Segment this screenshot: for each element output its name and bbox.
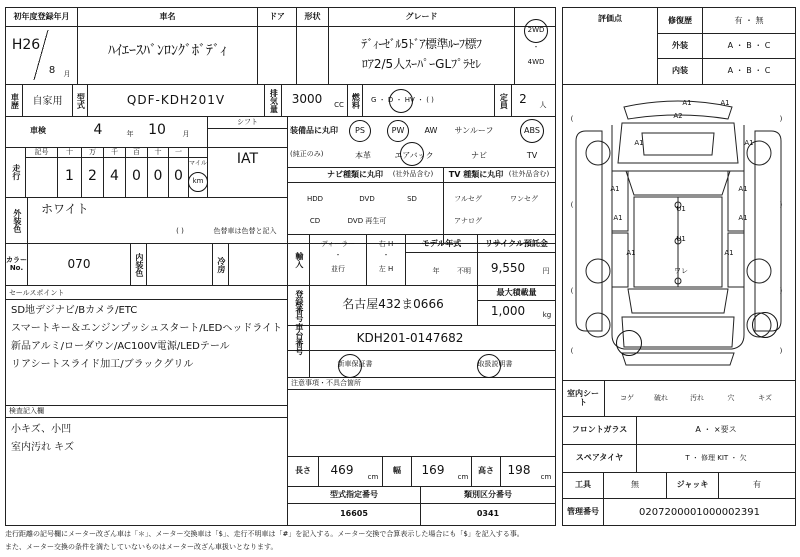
mileage-km-circle (188, 172, 208, 192)
jack-label: ジャッキ (676, 480, 709, 490)
registration-value: 名古屋432ま0666 (342, 297, 444, 312)
tools-value: 無 (631, 480, 639, 490)
equipment-label: 装備品に丸印 (290, 125, 338, 135)
mileage-digit: 1 (65, 168, 74, 185)
diagram-label: A1 (738, 214, 748, 222)
repair-label: 修復歴 (668, 16, 692, 26)
diagram-bracket: ( (570, 201, 574, 209)
equipment-aw: AW (424, 125, 438, 135)
inspector-line: 室内汚れ キズ (11, 441, 74, 453)
shift-value: IAT (236, 151, 259, 168)
equipment-navi: ナビ (471, 150, 487, 160)
diagram-label: U1 (676, 235, 686, 243)
displacement-value: 3000 (291, 92, 323, 107)
recycle-value: 9,550 (490, 261, 526, 276)
height-label: 高さ (478, 466, 494, 476)
diagram-bracket: ) (779, 287, 783, 295)
model-value: QDF-KDH201V (126, 93, 226, 108)
sales-line: 新品アルミ/ローダウン/AC100V電源/LEDテール (11, 340, 230, 352)
diagram-bracket: ) (779, 347, 783, 355)
category-label: 類別区分番号 (464, 489, 512, 499)
sales-line: SD地デジナビ/Bカメラ/ETC (11, 304, 138, 316)
height-value: 198 (507, 463, 531, 478)
navi-hdd: HDD (306, 195, 324, 204)
height-unit: cm (540, 473, 552, 482)
color-value: ホワイト (41, 202, 89, 217)
shift-label: シフト (237, 117, 258, 126)
drive-2wd: 2WD (527, 26, 545, 35)
navi-label: ナビ種類に丸印 (327, 169, 383, 179)
mileage-header: 記号 (34, 147, 49, 156)
diagram-bracket: ( (570, 287, 574, 295)
diagram-label: A1 (682, 99, 692, 107)
tv-fullseg: フルセグ (454, 195, 482, 204)
width-label: 幅 (393, 466, 401, 476)
mileage-digit: 0 (132, 168, 141, 185)
length-value: 469 (330, 463, 354, 478)
diagram-bracket: ) (779, 201, 783, 209)
spare-wheel-circle (616, 330, 642, 356)
warranty-doc: 新車保証書 (337, 360, 373, 369)
seat-option: 汚れ (690, 394, 704, 403)
equipment-airbag: エアバック (394, 150, 434, 160)
inspection-month: 10 (148, 122, 166, 139)
color-label: 外装色 (12, 209, 22, 233)
eval-label: 評価点 (598, 13, 622, 23)
grade-line-2: ﾛｱ2/5人ｽｰﾊﾟｰGLﾌﾟﾗｾﾚ (361, 57, 482, 72)
mileage-digit: 0 (153, 168, 163, 185)
registration-label: 登録番号 (294, 290, 304, 322)
inspection-month-unit: 月 (182, 130, 190, 139)
equipment-leather: 本革 (355, 150, 371, 160)
mileage-mile: マイル (189, 159, 207, 167)
interior-label: 内装 (672, 66, 688, 76)
color-paren: ( ) (176, 227, 184, 236)
equipment-pw: PW (391, 125, 405, 135)
sales-label: セールスポイント (9, 288, 65, 297)
exterior-value: A ・ B ・ C (727, 40, 771, 50)
capacity-value: 2 (519, 92, 527, 107)
jack-value: 有 (753, 480, 761, 490)
tv-oneseg: ワンセグ (510, 195, 538, 204)
model-label: 型式 (76, 93, 86, 109)
mileage-digit: 4 (110, 168, 119, 185)
inspection-year-unit: 年 (126, 130, 134, 139)
navi-dvd: DVD (359, 195, 375, 204)
fuel-diesel-circle (389, 89, 413, 113)
grade-label: グレード (405, 11, 438, 21)
mileage-label: 走行 (11, 164, 21, 180)
seat-option: コゲ (620, 394, 634, 403)
first-reg-month: 8 (48, 64, 56, 76)
diagram-label: A1 (744, 139, 754, 147)
tools-label: 工具 (575, 480, 591, 490)
chassis-value: KDH201-0147682 (356, 330, 464, 345)
diagram-bracket: ) (779, 115, 783, 123)
windshield-value: A ・ ×要ス (695, 425, 737, 435)
spare-wheel-circle (752, 312, 778, 338)
mileage-header: 十 (66, 147, 73, 156)
equipment-airbag-circle (400, 142, 424, 166)
import-dealer: ディーラー (320, 240, 356, 249)
max-load-unit: kg (542, 311, 552, 320)
cc-unit: CC (334, 101, 344, 110)
grade-line-1: ﾃﾞｨｰｾﾞﾙ5ﾄﾞｱ標準ﾙｰﾌ標ﾌ (361, 37, 482, 52)
footer-note-2: また、メーター交換の条件を満たしていないものはメーター改ざん車扱いとなります。 (5, 543, 278, 552)
car-name-value: ﾊｲｴｰｽﾊﾞﾝﾛﾝｸﾞﾎﾞﾃﾞｨ (108, 43, 227, 60)
tv-label: TV 種類に丸印 (448, 169, 504, 179)
diagram-label: A1 (613, 214, 623, 222)
sales-line: スマートキー＆エンジンプッシュスタート/LEDヘッドライト (11, 322, 283, 334)
navi-dvd-play: DVD 再生可 (347, 217, 387, 226)
first-reg-era: H26 (11, 37, 41, 54)
equipment-ps: PS (355, 125, 365, 135)
drive-2wd-circle (524, 19, 548, 43)
door-label: ドア (269, 11, 285, 21)
width-unit: cm (457, 473, 469, 482)
diagram-label: A1 (738, 185, 748, 193)
ac-label: 冷房 (216, 257, 226, 273)
mileage-header: 一 (175, 147, 182, 156)
recycle-unit: 円 (542, 267, 550, 276)
warranty-circle (338, 354, 362, 378)
import-dot2: ・ (382, 251, 390, 260)
windshield-label: フロントガラス (571, 425, 628, 435)
use-label: 車歴 (10, 93, 20, 109)
max-load-value: 1,000 (490, 304, 526, 319)
diagram-label: ワレ (674, 267, 688, 275)
first-reg-month-unit: 月 (63, 70, 71, 79)
length-label: 長さ (295, 466, 311, 476)
diagram-label: A2 (673, 112, 683, 120)
fuel-value: G ・ D ・ HV ・ ( ) (371, 96, 434, 105)
inspector-line: 小キズ、小凹 (11, 423, 72, 435)
interior-value: A ・ B ・ C (727, 66, 771, 76)
seat-option: キズ (758, 394, 772, 403)
model-year-unknown: 不明 (457, 267, 471, 276)
inspection-label: 車検 (30, 125, 46, 135)
color-no-value: 070 (67, 257, 91, 272)
interior-color-label: 内装色 (134, 253, 144, 277)
capacity-label: 定員 (499, 93, 509, 109)
capacity-unit: 人 (539, 101, 547, 110)
import-left: 左 H (378, 265, 394, 274)
inspector-label: 検査記入欄 (9, 407, 44, 416)
model-year-unit: 年 (432, 267, 440, 276)
mileage-header: 万 (89, 147, 96, 156)
fuel-label: 燃料 (351, 93, 361, 109)
import-label: 輸入 (294, 252, 304, 268)
equipment-abs: ABS (524, 125, 540, 135)
displacement-label: 排気量 (269, 89, 279, 113)
diagram-bracket: ( (570, 115, 574, 123)
exterior-label: 外装 (672, 40, 688, 50)
mileage-header: 千 (111, 147, 118, 156)
spare-value: T ・ 修理 KIT ・ 欠 (685, 453, 747, 462)
color-note: 色替車は色替と記入 (213, 227, 277, 236)
control-label: 管理番号 (567, 506, 599, 516)
seat-option: 穴 (727, 394, 735, 403)
color-no-label: カラーNo. (6, 256, 27, 272)
mileage-header: 十 (154, 147, 162, 156)
width-value: 169 (421, 463, 445, 478)
category-value: 0341 (476, 509, 500, 519)
mileage-header: 百 (133, 147, 140, 156)
equipment-sunroof: サンルーフ (454, 125, 494, 135)
equipment-sub: (純正のみ) (290, 150, 324, 159)
inspection-year: 4 (93, 122, 103, 139)
diagram-label: A1 (724, 249, 734, 257)
tv-sub: (社外品含む) (508, 170, 550, 179)
type-approval-label: 型式指定番号 (330, 489, 378, 499)
import-right: 右 H (378, 240, 394, 249)
seat-option: 破れ (654, 394, 668, 403)
seat-label: 室内シート (567, 389, 599, 407)
equipment-ps-circle (349, 120, 371, 142)
navi-sd: SD (407, 195, 417, 204)
spare-label: スペアタイヤ (575, 453, 624, 463)
navi-sub: (社外品含む) (392, 170, 434, 179)
diagram-label: A1 (720, 99, 730, 107)
drive-4wd: 4WD (527, 58, 545, 67)
type-approval-value: 16605 (340, 509, 368, 519)
model-year-label: モデル年式 (421, 238, 462, 248)
diagram-label: A1 (626, 249, 636, 257)
shape-label: 形状 (304, 11, 321, 21)
max-load-label: 最大積載量 (496, 287, 537, 297)
diagram-label: U1 (676, 205, 686, 213)
mileage-digit: 0 (174, 168, 183, 185)
import-dot: ・ (334, 251, 342, 260)
diagram-label: A1 (610, 185, 620, 193)
manual-doc: 取扱説明書 (477, 360, 513, 369)
chassis-label: 車台番号 (294, 322, 304, 355)
manual-circle (477, 354, 501, 378)
length-unit: cm (367, 473, 379, 482)
diagram-bracket: ( (570, 347, 574, 355)
tv-analog: アナログ (454, 217, 482, 226)
equipment-pw-circle (387, 120, 409, 142)
drive-dot: ・ (532, 43, 540, 52)
car-name-label: 車名 (159, 11, 176, 21)
mileage-digit: 2 (88, 168, 97, 185)
control-value: 0207200001000002391 (639, 506, 760, 518)
import-parallel: 並行 (331, 265, 345, 274)
repair-value: 有 ・ 無 (734, 16, 764, 26)
use-value: 自家用 (32, 95, 63, 107)
recycle-label: リサイクル預託金 (485, 238, 548, 248)
equipment-tv: TV (526, 150, 538, 160)
navi-cd: CD (309, 217, 321, 226)
footer-note-1: 走行距離の記号欄にメーター改ざん車は「＊」、メーター交換車は「$」、走行不明車は「#」を記入する。メーター交換で合算表示した場合にも「$」を記入する事。 (5, 530, 524, 539)
mileage-km: km (192, 177, 204, 186)
diagram-label: A1 (634, 139, 644, 147)
notes-label: 注意事項・不具合箇所 (291, 379, 361, 388)
first-reg-label: 初年度登録年月 (13, 11, 70, 21)
sales-line: リアシートスライド加工/ブラックグリル (11, 358, 194, 370)
equipment-abs-circle (520, 119, 544, 143)
